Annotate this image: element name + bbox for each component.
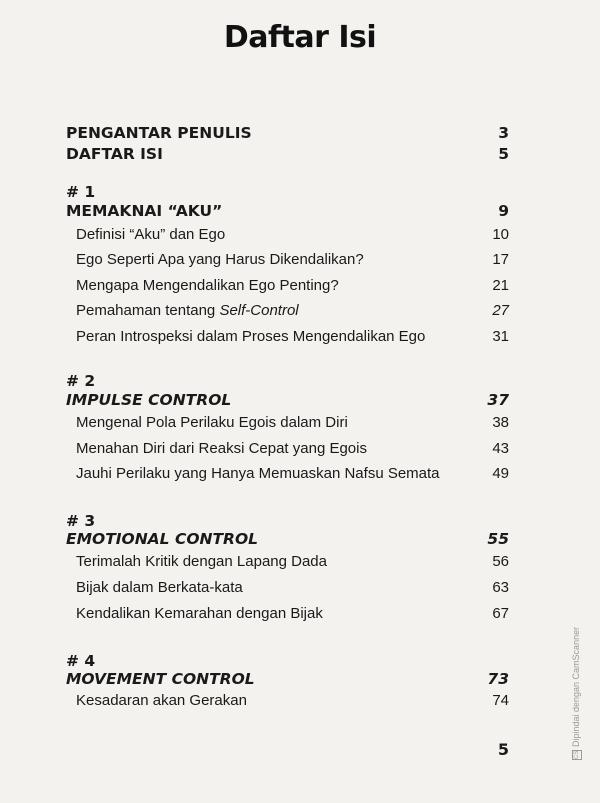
part-number: # 1 — [66, 183, 96, 201]
toc-chapter-4[interactable] — [0, 670, 600, 692]
toc-entry[interactable] — [0, 692, 600, 714]
toc-entry-page: 27 — [492, 302, 509, 319]
chapter-title: MEMAKNAI “AKU” — [66, 202, 223, 220]
toc-entry-label: Menahan Diri dari Reaksi Cepat yang Egois — [76, 440, 367, 457]
part-number: # 3 — [66, 512, 96, 530]
toc-entry[interactable] — [0, 553, 600, 575]
page-title: Daftar Isi — [223, 20, 377, 55]
chapter-page: 73 — [487, 670, 509, 688]
toc-entry-label: Kendalikan Kemarahan dengan Bijak — [76, 605, 323, 622]
toc-entry-label: Jauhi Perilaku yang Hanya Memuaskan Nafsu Semata — [76, 465, 440, 482]
chapter-page: 37 — [487, 391, 509, 409]
toc-entry[interactable] — [0, 465, 600, 487]
chapter-page: 9 — [498, 202, 509, 220]
toc-entry-text: Pemahaman tentang — [76, 302, 220, 319]
toc-entry-label: Mengapa Mengendalikan Ego Penting? — [76, 277, 339, 294]
toc-entry[interactable] — [0, 579, 600, 601]
toc-entry-page: 10 — [492, 226, 509, 243]
toc-entry-page: 38 — [492, 414, 509, 431]
part-number: # 4 — [66, 652, 96, 670]
toc-entry-page: 74 — [492, 692, 509, 709]
chapter-title: IMPULSE CONTROL — [66, 391, 232, 409]
toc-entry[interactable] — [0, 414, 600, 436]
toc-entry-daftar-isi[interactable] — [0, 145, 600, 167]
toc-entry-page: 43 — [492, 440, 509, 457]
toc-entry-page: 17 — [492, 251, 509, 268]
toc-entry[interactable] — [0, 226, 600, 248]
toc-entry-page: 31 — [492, 328, 509, 345]
toc-entry-label — [76, 302, 299, 319]
toc-entry-emphasis: Self-Control — [219, 302, 299, 319]
toc-entry-page: 49 — [492, 465, 509, 482]
toc-entry-label: Bijak dalam Berkata-kata — [76, 579, 243, 596]
toc-entry-page: 21 — [492, 277, 509, 294]
toc-entry[interactable] — [0, 440, 600, 462]
part-number: # 2 — [66, 372, 96, 390]
chapter-title: MOVEMENT CONTROL — [66, 670, 255, 688]
toc-entry-label: Terimalah Kritik dengan Lapang Dada — [76, 553, 327, 570]
toc-chapter-3[interactable] — [0, 530, 600, 552]
chapter-title: EMOTIONAL CONTROL — [66, 530, 259, 548]
toc-entry-pengantar[interactable] — [0, 124, 600, 146]
page-number: 5 — [497, 740, 509, 759]
toc-entry[interactable] — [0, 302, 600, 324]
toc-entry-label: Peran Introspeksi dalam Proses Mengendalikan Ego — [76, 328, 426, 345]
toc-chapter-2[interactable] — [0, 391, 600, 413]
toc-entry-label: PENGANTAR PENULIS — [66, 124, 252, 142]
toc-entry-page: 5 — [498, 145, 509, 163]
toc-entry-label: Kesadaran akan Gerakan — [76, 692, 247, 709]
toc-chapter-1[interactable] — [0, 202, 600, 224]
toc-entry-page: 3 — [498, 124, 509, 142]
toc-entry-page: 56 — [492, 553, 509, 570]
toc-entry-label: Ego Seperti Apa yang Harus Dikendalikan? — [76, 251, 364, 268]
toc-entry[interactable] — [0, 251, 600, 273]
camscanner-icon: CS — [573, 750, 580, 759]
toc-entry-page: 63 — [492, 579, 509, 596]
toc-entry-label: Mengenal Pola Perilaku Egois dalam Diri — [76, 414, 348, 431]
toc-entry[interactable] — [0, 277, 600, 299]
toc-entry-page: 67 — [492, 605, 509, 622]
scanner-watermark — [571, 626, 585, 760]
toc-entry[interactable] — [0, 328, 600, 350]
toc-entry[interactable] — [0, 605, 600, 627]
watermark-text: Dipindai dengan CamScanner — [571, 626, 581, 747]
toc-entry-label: Definisi “Aku” dan Ego — [76, 226, 226, 243]
toc-entry-label: DAFTAR ISI — [66, 145, 163, 163]
chapter-page: 55 — [487, 530, 509, 548]
